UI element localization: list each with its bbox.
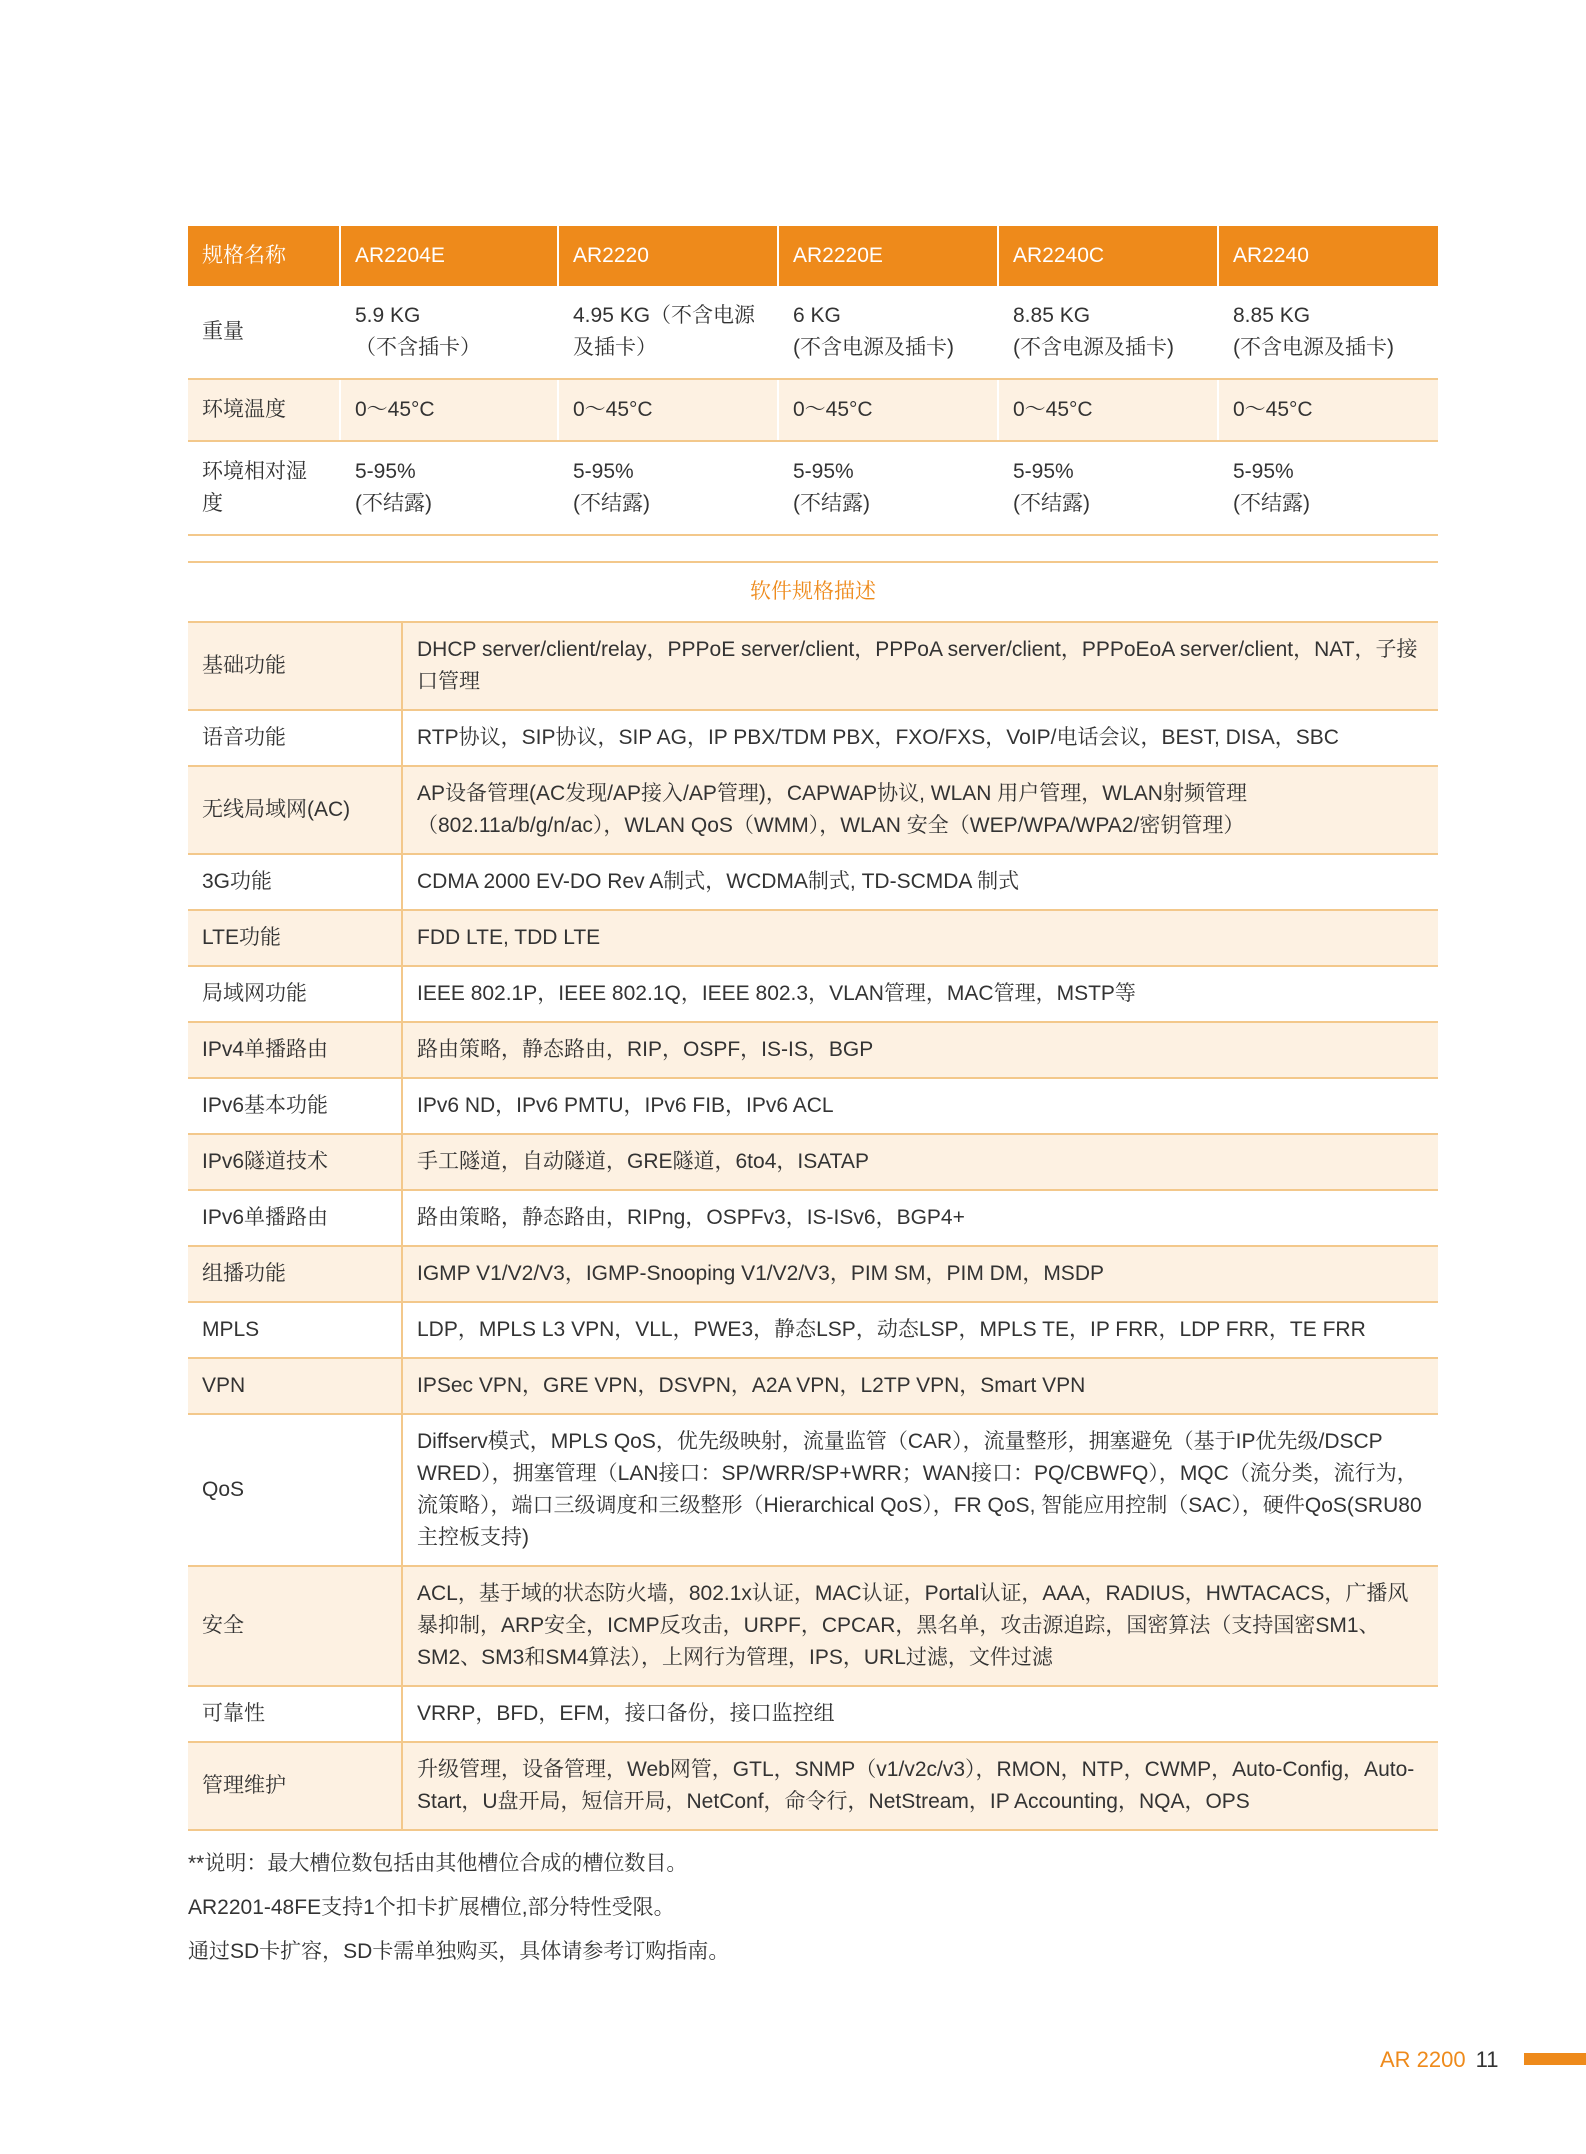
software-feature-name: QoS bbox=[188, 1414, 402, 1566]
spec-cell: 0～45°C bbox=[778, 379, 998, 441]
software-feature-desc: AP设备管理(AC发现/AP接入/AP管理)，CAPWAP协议, WLAN 用户管理，WLAN射频管理（802.11a/b/g/n/ac），WLAN QoS（WMM），WLAN 安全（WEP/WPA/WPA2/密钥管理） bbox=[402, 766, 1438, 854]
software-feature-desc: RTP协议，SIP协议，SIP AG，IP PBX/TDM PBX，FXO/FXS，VoIP/电话会议，BEST, DISA，SBC bbox=[402, 710, 1438, 766]
spec-cell: 0～45°C bbox=[1218, 379, 1438, 441]
spec-cell: 0～45°C bbox=[340, 379, 558, 441]
footer-model: AR 2200 bbox=[1380, 2047, 1466, 2072]
software-feature-desc: ACL，基于域的状态防火墙，802.1x认证，MAC认证，Portal认证，AAA，RADIUS，HWTACACS，广播风暴抑制，ARP安全，ICMP反攻击，URPF，CPCAR，黑名单，攻击源追踪，国密算法（支持国密SM1、SM2、SM3和SM4算法），上网行为管理，IPS，URL过滤，文件过滤 bbox=[402, 1566, 1438, 1686]
software-feature-desc: 升级管理，设备管理，Web网管，GTL，SNMP（v1/v2c/v3），RMON，NTP，CWMP，Auto-Config，Auto-Start，U盘开局，短信开局，NetConf，命令行，NetStream，IP Accounting，NQA，OPS bbox=[402, 1742, 1438, 1830]
software-feature-desc: LDP，MPLS L3 VPN，VLL，PWE3，静态LSP，动态LSP，MPLS TE，IP FRR，LDP FRR，TE FRR bbox=[402, 1302, 1438, 1358]
spec-header-name: 规格名称 bbox=[188, 226, 340, 286]
software-row bbox=[188, 622, 1438, 710]
software-spec-table bbox=[188, 561, 1438, 1831]
spec-cell: 0～45°C bbox=[558, 379, 778, 441]
spec-row bbox=[188, 286, 1438, 379]
software-feature-desc: 路由策略，静态路由，RIPng，OSPFv3，IS-ISv6，BGP4+ bbox=[402, 1190, 1438, 1246]
software-feature-name: 局域网功能 bbox=[188, 966, 402, 1022]
software-feature-name: MPLS bbox=[188, 1302, 402, 1358]
footer-accent-bar bbox=[1524, 2053, 1586, 2065]
spec-row-name: 重量 bbox=[188, 286, 340, 379]
software-row bbox=[188, 910, 1438, 966]
software-feature-name: IPv4单播路由 bbox=[188, 1022, 402, 1078]
spec-row-name: 环境温度 bbox=[188, 379, 340, 441]
page-number: 11 bbox=[1475, 2047, 1499, 2072]
software-row bbox=[188, 966, 1438, 1022]
notes bbox=[188, 1842, 729, 1974]
software-feature-name: VPN bbox=[188, 1358, 402, 1414]
spec-cell: 5-95% (不结露) bbox=[1218, 441, 1438, 535]
spec-header-ar2240c: AR2240C bbox=[998, 226, 1218, 286]
software-row bbox=[188, 1566, 1438, 1686]
software-feature-desc: 路由策略，静态路由，RIP，OSPF，IS-IS，BGP bbox=[402, 1022, 1438, 1078]
software-feature-desc: 手工隧道，自动隧道，GRE隧道，6to4，ISATAP bbox=[402, 1134, 1438, 1190]
software-feature-desc: FDD LTE, TDD LTE bbox=[402, 910, 1438, 966]
software-row bbox=[188, 1742, 1438, 1830]
hardware-spec-table bbox=[188, 226, 1438, 536]
software-feature-name: LTE功能 bbox=[188, 910, 402, 966]
spec-header-ar2204e: AR2204E bbox=[340, 226, 558, 286]
software-row bbox=[188, 1414, 1438, 1566]
software-feature-desc: IEEE 802.1P，IEEE 802.1Q，IEEE 802.3，VLAN管理，MAC管理，MSTP等 bbox=[402, 966, 1438, 1022]
software-row bbox=[188, 766, 1438, 854]
software-row bbox=[188, 854, 1438, 910]
software-feature-desc: IPv6 ND，IPv6 PMTU，IPv6 FIB，IPv6 ACL bbox=[402, 1078, 1438, 1134]
spec-header-ar2220: AR2220 bbox=[558, 226, 778, 286]
software-row bbox=[188, 1246, 1438, 1302]
note-line: **说明：最大槽位数包括由其他槽位合成的槽位数目。 bbox=[188, 1852, 688, 1875]
software-feature-name: 语音功能 bbox=[188, 710, 402, 766]
software-feature-name: IPv6基本功能 bbox=[188, 1078, 402, 1134]
page-footer bbox=[1380, 2047, 1498, 2073]
software-row bbox=[188, 1078, 1438, 1134]
spec-cell: 8.85 KG (不含电源及插卡) bbox=[1218, 286, 1438, 379]
software-feature-name: 组播功能 bbox=[188, 1246, 402, 1302]
software-feature-desc: DHCP server/client/relay，PPPoE server/client，PPPoA server/client，PPPoEoA server/client，NAT，子接口管理 bbox=[402, 622, 1438, 710]
spec-cell: 5-95% (不结露) bbox=[340, 441, 558, 535]
software-feature-desc: IPSec VPN，GRE VPN，DSVPN，A2A VPN，L2TP VPN，Smart VPN bbox=[402, 1358, 1438, 1414]
spec-cell: 8.85 KG (不含电源及插卡) bbox=[998, 286, 1218, 379]
software-feature-name: 管理维护 bbox=[188, 1742, 402, 1830]
software-feature-desc: CDMA 2000 EV-DO Rev A制式，WCDMA制式, TD-SCMDA 制式 bbox=[402, 854, 1438, 910]
spec-cell: 5-95% (不结露) bbox=[778, 441, 998, 535]
software-feature-name: 安全 bbox=[188, 1566, 402, 1686]
spec-header-ar2220e: AR2220E bbox=[778, 226, 998, 286]
software-row bbox=[188, 1134, 1438, 1190]
software-feature-name: IPv6隧道技术 bbox=[188, 1134, 402, 1190]
spec-row bbox=[188, 441, 1438, 535]
note-line: AR2201-48FE支持1个扣卡扩展槽位,部分特性受限。 bbox=[188, 1896, 675, 1919]
note-line: 通过SD卡扩容，SD卡需单独购买，具体请参考订购指南。 bbox=[188, 1940, 730, 1963]
spec-cell: 0～45°C bbox=[998, 379, 1218, 441]
software-feature-name: IPv6单播路由 bbox=[188, 1190, 402, 1246]
spec-cell: 5-95% (不结露) bbox=[558, 441, 778, 535]
software-row bbox=[188, 1190, 1438, 1246]
software-row bbox=[188, 1022, 1438, 1078]
software-feature-name: 无线局域网(AC) bbox=[188, 766, 402, 854]
software-feature-name: 基础功能 bbox=[188, 622, 402, 710]
software-feature-name: 可靠性 bbox=[188, 1686, 402, 1742]
software-spec-title: 软件规格描述 bbox=[188, 562, 1438, 622]
software-title-row bbox=[188, 562, 1438, 622]
spec-cell: 4.95 KG（不含电源及插卡） bbox=[558, 286, 778, 379]
spec-cell: 5.9 KG （不含插卡） bbox=[340, 286, 558, 379]
spec-cell: 5-95% (不结露) bbox=[998, 441, 1218, 535]
software-row bbox=[188, 710, 1438, 766]
spec-cell: 6 KG (不含电源及插卡) bbox=[778, 286, 998, 379]
software-feature-desc: VRRP，BFD，EFM，接口备份，接口监控组 bbox=[402, 1686, 1438, 1742]
spec-row bbox=[188, 379, 1438, 441]
software-row bbox=[188, 1302, 1438, 1358]
spec-header-ar2240: AR2240 bbox=[1218, 226, 1438, 286]
software-feature-name: 3G功能 bbox=[188, 854, 402, 910]
software-feature-desc: IGMP V1/V2/V3，IGMP-Snooping V1/V2/V3，PIM SM，PIM DM，MSDP bbox=[402, 1246, 1438, 1302]
spec-row-name: 环境相对湿度 bbox=[188, 441, 340, 535]
spec-header-row bbox=[188, 226, 1438, 286]
software-feature-desc: Diffserv模式，MPLS QoS，优先级映射，流量监管（CAR），流量整形，拥塞避免（基于IP优先级/DSCP WRED），拥塞管理（LAN接口：SP/WRR/SP+WRR；WAN接口：PQ/CBWFQ），MQC（流分类，流行为，流策略），端口三级调度和三级整形（Hierarchical QoS），FR QoS, 智能应用控制（SAC），硬件QoS(SRU80主控板支持) bbox=[402, 1414, 1438, 1566]
software-row bbox=[188, 1686, 1438, 1742]
software-row bbox=[188, 1358, 1438, 1414]
